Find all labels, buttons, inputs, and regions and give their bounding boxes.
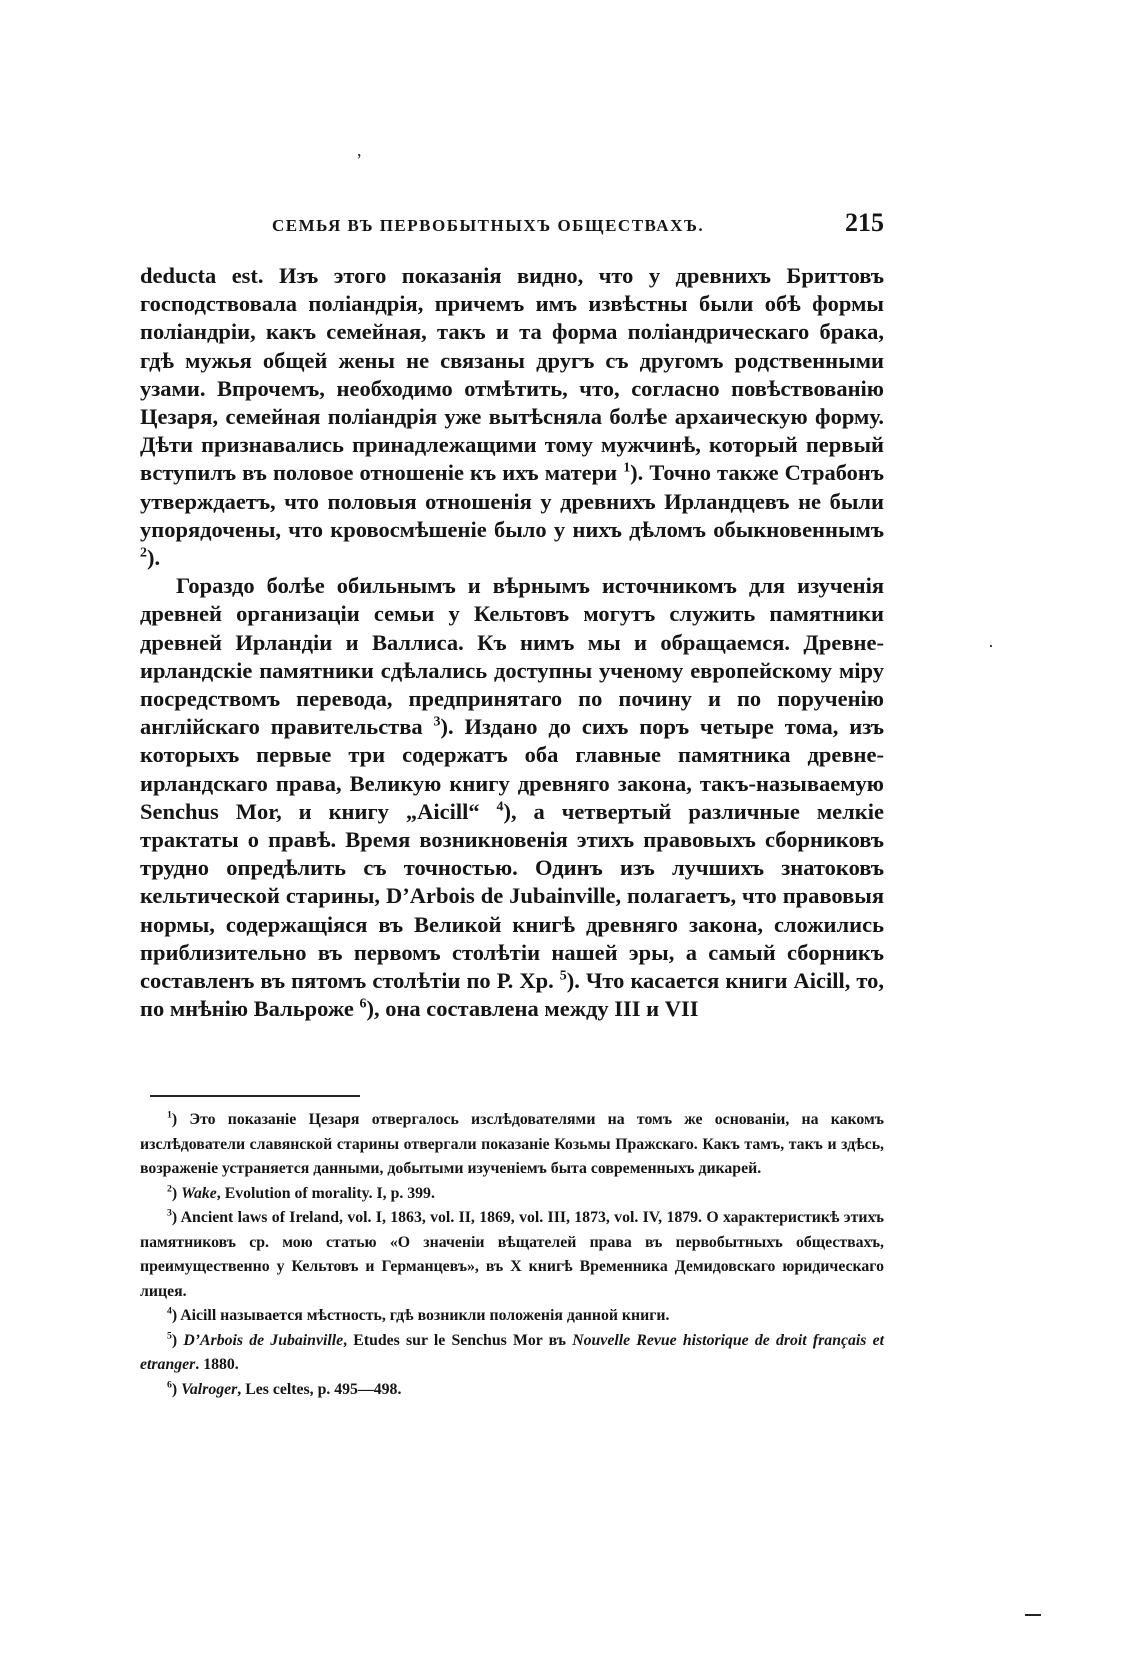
footnote-rule: [150, 1095, 360, 1097]
text-run: , Les celtes, p. 495—498.: [237, 1380, 402, 1398]
footnote-2: [140, 1182, 884, 1207]
text-run: ) Aicill называется мѣстность, гдѣ возникли положенія данной книги.: [171, 1307, 670, 1324]
footnote-3: [140, 1206, 884, 1304]
footnote-ref: 3: [167, 1207, 172, 1219]
text-run: . 1880.: [195, 1356, 239, 1373]
text-run: ).: [146, 545, 161, 571]
text-run: , Etudes sur le Senchus Mor въ: [343, 1331, 573, 1349]
footnote-ref: 3: [433, 714, 441, 730]
footnote-ref: 6: [359, 996, 367, 1012]
text-run: ) Это показаніе Цезаря отвергалось изслѣдователями на томъ же основаніи, на какомъ изслѣдователи славянской старины отвергали показаніе Козьмы Пражскаго. Какъ тамъ, такъ и здѣсь, возраженіе устраняется данными, добытыми изученіемъ быта современныхъ дикарей.: [140, 1111, 884, 1177]
text-run: ): [171, 1184, 182, 1202]
stray-mark: ,: [357, 140, 362, 160]
footnote-5: [140, 1329, 884, 1378]
footnote-6: [140, 1378, 884, 1403]
footnote-ref: 6: [167, 1379, 172, 1391]
text-run: ), а четвертый различные мелкіе трактаты о правѣ. Время возникновенія этихъ правовыхъ сборниковъ трудно опредѣлить съ точностью. Одинъ изъ лучшихъ знатоковъ кельтической старины, D’Arbois de Jubainville, полагаетъ, что правовыя нормы, содержащіяся въ Великой книгѣ древняго закона, сложились приблизительно въ первомъ столѣтіи нашей эры, а самый сборникъ составленъ въ пятомъ столѣтіи по Р. Хр.: [140, 798, 884, 994]
text-run: ), она составлена между III и VII: [366, 996, 699, 1022]
footnotes: [140, 1108, 884, 1402]
footnote-ref: 4: [496, 799, 504, 815]
running-head: СЕМЬЯ ВЪ ПЕРВОБЫТНЫХЪ ОБЩЕСТВАХЪ.: [272, 216, 705, 235]
text-run: ). Что касается книги Aicill, то, по мнѣнію Вальроже: [140, 968, 884, 1022]
text-run: ): [171, 1331, 184, 1349]
text-run: ). Издано до сихъ поръ четыре тома, изъ которыхъ первые три содержатъ оба главные памятника древне-ирландскаго права, Великую книгу древняго закона, такъ-называемую Senchus Mor, и книгу „Aicill“: [140, 714, 884, 824]
margin-mark: ·: [988, 636, 994, 656]
paragraph-1: [140, 262, 884, 572]
text-run: ) Ancient laws of Ireland, vol. I, 1863, vol. II, 1869, vol. III, 1873, vol. IV, 1879. О характеристикѣ этихъ памятниковъ ср. мою статью «О значеніи вѣщателей права въ первобытныхъ обществахъ, преимущественно у Кельтовъ и Германцевъ», въ X книгѣ Временника Демидовскаго юридическаго лицея.: [140, 1209, 884, 1300]
footnote-ref: 4: [167, 1305, 172, 1317]
text-run: ). Точно также Страбонъ утверждаетъ, что половыя отношенія у древнихъ Ирландцевъ не были упорядочены, что кровосмѣшеніе было у нихъ дѣломъ обыкновеннымъ: [140, 460, 884, 542]
text-run: Гораздо болѣе обильнымъ и вѣрнымъ источникомъ для изученія древней организаціи семьи у Кельтовъ могутъ служить памятники древней Ирландіи и Валлиса. Къ нимъ мы и обращаемся. Древне-ирландскіе памятники сдѣлались доступны ученому европейскому міру посредствомъ перевода, предпринятаго по почину и по порученію англійскаго правительства: [140, 573, 884, 740]
text-run: ): [171, 1380, 182, 1398]
italic-text: Nouvelle Revue historique de droit français et etranger: [140, 1331, 885, 1373]
footnote-ref: 5: [559, 968, 567, 984]
italic-text: D’Arbois de Jubainville: [183, 1331, 344, 1349]
footnote-4: [140, 1304, 884, 1329]
text-run: deducta est. Изъ этого показанія видно, что у древнихъ Бриттовъ господствовала поліандрія, причемъ имъ извѣстны были обѣ формы поліандріи, какъ семейная, такъ и та форма поліандрическаго брака, гдѣ мужья общей жены не связаны другъ съ другомъ родственными узами. Впрочемъ, необходимо отмѣтить, что, согласно повѣствованію Цезаря, семейная поліандрія уже вытѣсняла болѣе архаическую форму. Дѣти признавались принадлежащими тому мужчинѣ, который первый вступилъ въ половое отношеніе къ ихъ матери: [140, 263, 884, 486]
page-number: 215: [845, 208, 884, 237]
footnote-1: [140, 1108, 884, 1182]
footnote-ref: 1: [623, 460, 631, 476]
text-run: , Evolution of morality. I, p. 399.: [216, 1184, 435, 1202]
italic-text: Valroger: [181, 1380, 238, 1398]
footnote-ref: 2: [140, 545, 147, 561]
page-header: [140, 208, 884, 238]
italic-text: Wake: [181, 1184, 217, 1202]
footnote-ref: 5: [167, 1330, 172, 1342]
main-text: [140, 262, 884, 1023]
margin-dash: [1025, 1614, 1041, 1616]
footnote-ref: 2: [167, 1183, 172, 1195]
footnote-ref: 1: [167, 1109, 172, 1121]
paragraph-2: [140, 572, 884, 1023]
